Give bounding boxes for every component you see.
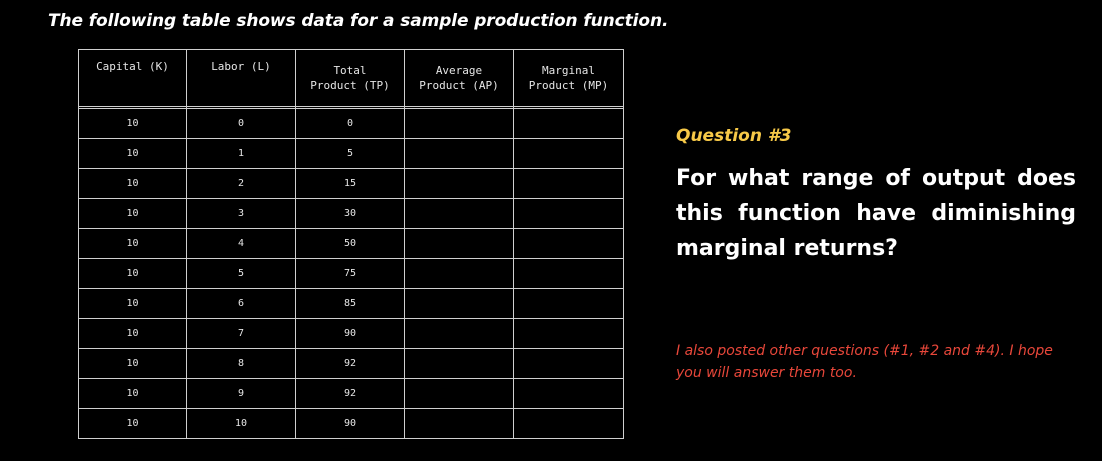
table-cell: 50 [296, 229, 405, 259]
column-header [79, 50, 187, 107]
table-row [79, 109, 624, 139]
table-cell: 75 [296, 259, 405, 289]
column-header [187, 50, 296, 107]
table-cell: 3 [187, 199, 296, 229]
table-cell: 92 [296, 349, 405, 379]
table-cell: 4 [187, 229, 296, 259]
table-cell: 10 [79, 199, 187, 229]
table-cell [514, 289, 624, 319]
question-text-line: For what range of output does [676, 166, 1076, 191]
table-cell: 10 [79, 259, 187, 289]
table-row [79, 379, 624, 409]
table-cell [514, 319, 624, 349]
table-cell: 30 [296, 199, 405, 229]
table-cell [405, 349, 514, 379]
table-row [79, 289, 624, 319]
table-cell: 8 [187, 349, 296, 379]
table-cell: 10 [79, 409, 187, 439]
column-header [514, 50, 624, 107]
column-header-line: Average [435, 64, 483, 77]
column-header-line: Product (MP) [528, 79, 609, 92]
table-cell: 92 [296, 379, 405, 409]
column-header-line: Marginal [542, 64, 595, 77]
table-cell [514, 379, 624, 409]
table-cell: 10 [79, 289, 187, 319]
table-cell [405, 199, 514, 229]
table-row [79, 259, 624, 289]
table-cell [405, 379, 514, 409]
table-row [79, 409, 624, 439]
table-cell: 9 [187, 379, 296, 409]
table-cell [514, 409, 624, 439]
table-cell [514, 109, 624, 139]
table-cell: 2 [187, 169, 296, 199]
table-cell: 0 [296, 109, 405, 139]
table-cell: 90 [296, 409, 405, 439]
column-header-line: Total [333, 64, 367, 77]
table-cell: 10 [79, 379, 187, 409]
page-heading: The following table shows data for a sample production function. [48, 11, 669, 31]
table-cell [405, 259, 514, 289]
table-row [79, 199, 624, 229]
table-cell: 90 [296, 319, 405, 349]
table-cell [405, 139, 514, 169]
question-label: Question #3 [676, 126, 792, 146]
table-cell: 1 [187, 139, 296, 169]
table-cell: 10 [79, 169, 187, 199]
table-cell: 85 [296, 289, 405, 319]
table-cell [405, 289, 514, 319]
table-cell [405, 169, 514, 199]
table-row [79, 229, 624, 259]
production-function-table [78, 49, 624, 439]
table-cell [405, 229, 514, 259]
question-text [676, 161, 1076, 266]
table-cell: 10 [79, 109, 187, 139]
table-cell [514, 259, 624, 289]
table-cell: 10 [79, 349, 187, 379]
table-cell: 5 [296, 139, 405, 169]
column-header-line: Labor (L) [211, 60, 271, 73]
table-cell [405, 319, 514, 349]
table-cell [514, 349, 624, 379]
table-cell: 0 [187, 109, 296, 139]
table-cell: 5 [187, 259, 296, 289]
table-header-row [79, 50, 624, 107]
table-cell: 10 [79, 229, 187, 259]
table-cell: 15 [296, 169, 405, 199]
column-header-line: Capital (K) [96, 60, 169, 73]
column-header-line: Product (AP) [419, 79, 499, 92]
column-header [296, 50, 405, 107]
column-header [405, 50, 514, 107]
table-row [79, 349, 624, 379]
table-row [79, 319, 624, 349]
column-header-line: Product (TP) [310, 79, 390, 92]
table-row [79, 169, 624, 199]
question-text-line: this function have diminishing [676, 201, 1076, 226]
table-body [79, 107, 624, 439]
table-cell: 10 [79, 319, 187, 349]
table-cell: 6 [187, 289, 296, 319]
question-text-line: marginal returns? [676, 236, 898, 261]
table-cell: 10 [187, 409, 296, 439]
table-cell [405, 109, 514, 139]
table-cell: 7 [187, 319, 296, 349]
table-cell: 10 [79, 139, 187, 169]
table-cell [514, 229, 624, 259]
table-row [79, 139, 624, 169]
table-cell [514, 169, 624, 199]
table-cell [514, 199, 624, 229]
table-cell [514, 139, 624, 169]
note-text: I also posted other questions (#1, #2 and #4). I hope you will answer them too. [676, 343, 1053, 381]
table-cell [405, 409, 514, 439]
